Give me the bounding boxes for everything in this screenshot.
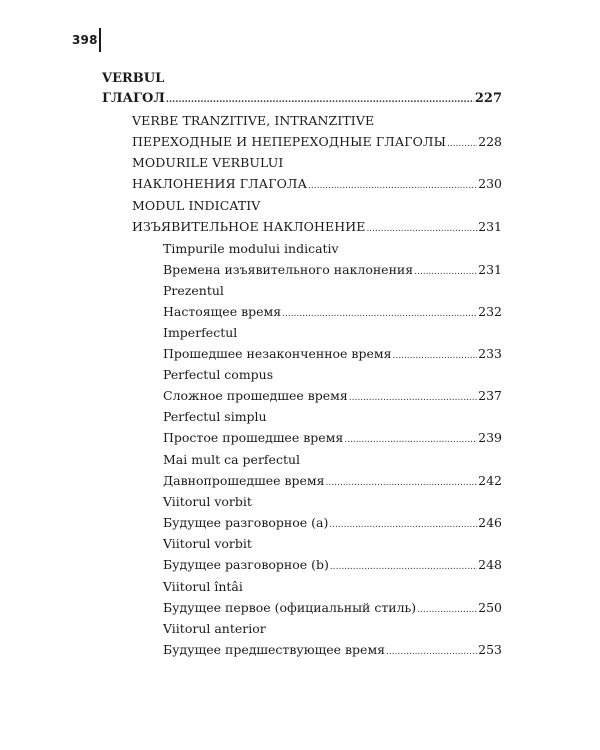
toc-subsection-entry[interactable] <box>163 449 502 491</box>
toc-entry-title-ro: Viitorul vorbit <box>163 536 252 551</box>
toc-entry-page: 246 <box>478 515 502 530</box>
toc-entry-title-ro: MODUL INDICATIV <box>132 198 261 213</box>
toc-entry-title-ru: ИЗЪЯВИТЕЛЬНОЕ НАКЛОНЕНИЕ <box>132 219 366 234</box>
toc-entry-title-ro: Viitorul întâi <box>163 579 243 594</box>
toc-subsection-entry[interactable] <box>163 533 502 575</box>
toc-entry-page: 250 <box>478 600 502 615</box>
toc-entry-title-ro: Perfectul compus <box>163 367 274 382</box>
toc-subsection-entry[interactable] <box>163 238 502 280</box>
toc-subsection-entry[interactable] <box>163 280 502 322</box>
toc-entry-title-ru: Будущее первое (официальный стиль) <box>163 600 417 615</box>
toc-entry-title-ro: Imperfectul <box>163 325 238 340</box>
toc-entry-page: 232 <box>478 304 502 319</box>
toc-entry-page: 231 <box>478 219 502 234</box>
toc-subsection-entry[interactable] <box>163 364 502 406</box>
dot-leader <box>344 430 477 451</box>
toc-entry-title-ru: Будущее разговорное (b) <box>163 557 329 572</box>
toc-entry-title-ru: НАКЛОНЕНИЯ ГЛАГОЛА <box>132 176 308 191</box>
toc-entry-title-ru: ГЛАГОЛ <box>102 91 165 106</box>
toc-entry-title-ro: VERBUL <box>102 71 165 86</box>
toc-entry-page: 228 <box>478 134 502 149</box>
toc-entry-page: 237 <box>478 388 502 403</box>
toc-subsection-entry[interactable] <box>163 576 502 618</box>
toc-subsection-entry[interactable] <box>163 618 502 660</box>
toc-subsection-entry[interactable] <box>163 406 502 448</box>
toc-subsection-entry[interactable] <box>163 322 502 364</box>
toc-section-modurile-verbului[interactable] <box>132 152 502 194</box>
toc-entry-title-ru: Настоящее время <box>163 304 282 319</box>
dot-leader <box>366 219 477 240</box>
toc-entry-title-ro: Viitorul vorbit <box>163 494 252 509</box>
toc-chapter-verbul[interactable] <box>102 69 502 109</box>
toc-subsection-entry[interactable] <box>163 491 502 533</box>
toc-entry-page: 230 <box>478 176 502 191</box>
toc-entry-title-ru: ПЕРЕХОДНЫЕ И НЕПЕРЕХОДНЫЕ ГЛАГОЛЫ <box>132 134 446 149</box>
toc-entry-page: 253 <box>478 642 502 657</box>
toc-entry-title-ro: MODURILE VERBULUI <box>132 155 284 170</box>
toc-entry-title-ro: Prezentul <box>163 283 224 298</box>
dot-leader <box>308 176 477 197</box>
toc-entry-title-ru: Будущее предшествующее время <box>163 642 386 657</box>
toc-entry-title-ru: Сложное прошедшее время <box>163 388 348 403</box>
toc-section-modul-indicativ[interactable] <box>132 195 502 237</box>
dot-leader <box>386 642 477 663</box>
toc-section-verbe-tranzitive[interactable] <box>132 110 502 152</box>
dot-leader <box>330 557 477 578</box>
toc-entry-title-ru: Времена изъявительного наклонения <box>163 262 414 277</box>
toc-entry-page: 227 <box>474 91 502 106</box>
toc-entry-title-ro: VERBE TRANZITIVE, INTRANZITIVE <box>132 113 375 128</box>
toc-entry-title-ro: Timpurile modului indicativ <box>163 241 339 256</box>
toc-entry-title-ro: Perfectul simplu <box>163 409 267 424</box>
toc-entry-title-ru: Будущее разговорное (a) <box>163 515 329 530</box>
toc-entry-page: 233 <box>478 346 502 361</box>
toc-entry-title-ru: Прошедшее незаконченное время <box>163 346 392 361</box>
toc-entry-page: 239 <box>478 430 502 445</box>
toc-entry-title-ro: Viitorul anterior <box>163 621 266 636</box>
toc-entry-title-ru: Давнопрошедшее время <box>163 473 325 488</box>
toc-entry-title-ro: Mai mult ca perfectul <box>163 452 301 467</box>
page-number: 398 <box>72 33 98 47</box>
toc-entry-page: 231 <box>478 262 502 277</box>
toc-entry-page: 248 <box>478 557 502 572</box>
dot-leader <box>166 90 474 110</box>
toc-entry-title-ru: Простое прошедшее время <box>163 430 344 445</box>
toc-entry-page: 242 <box>478 473 502 488</box>
